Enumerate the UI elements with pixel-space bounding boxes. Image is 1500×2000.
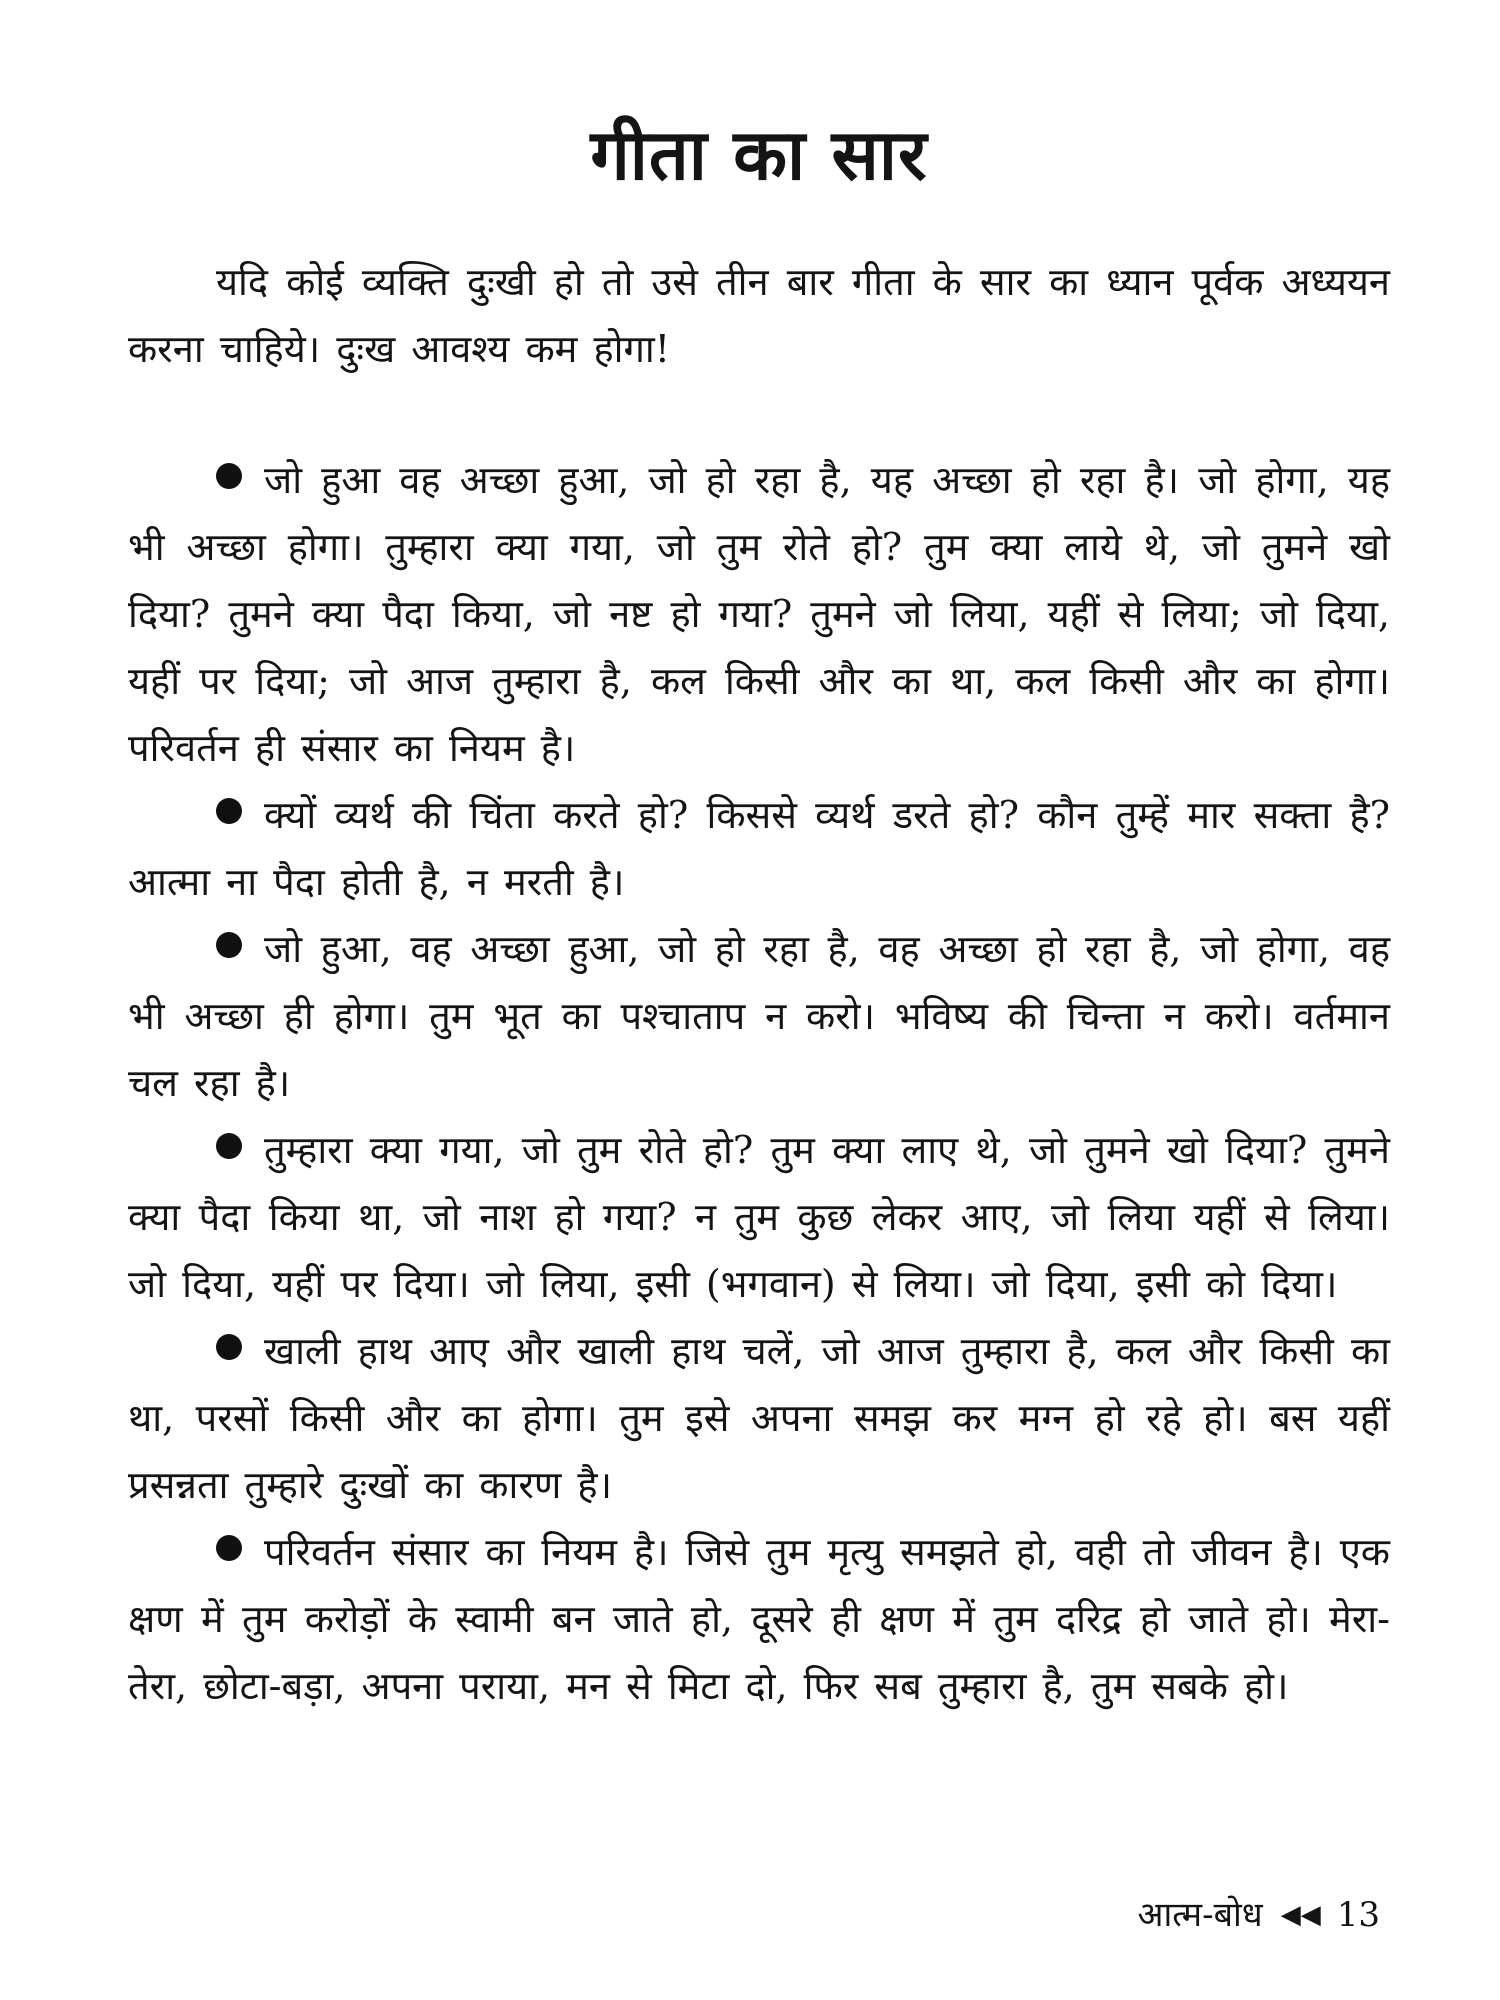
bullet-dot-icon xyxy=(216,932,242,958)
page-title: गीता का सार xyxy=(590,114,928,196)
bullet-text: परिवर्तन संसार का नियम है। जिसे तुम मृत्यु समझते हो, वही तो जीवन है। एक क्षण में तुम करोड़ों के स्वामी बन जाते हो, दूसरे ही क्षण में तुम दरिद्र हो जाते हो। मेरा-तेरा, छोटा-बड़ा, अपना पराया, मन से मिटा दो, फिर सब तुम्हारा है, तुम सबके हो। xyxy=(128,1530,1390,1708)
bullet-paragraph xyxy=(128,1318,1390,1519)
bullet-paragraph xyxy=(128,1519,1390,1720)
bullet-dot-icon xyxy=(216,798,242,824)
page-number: 13 xyxy=(1336,1895,1380,1935)
bullet-dot-icon xyxy=(216,1535,242,1561)
bullet-text: खाली हाथ आए और खाली हाथ चलें, जो आज तुम्हारा है, कल और किसी का था, परसों किसी और का होगा। तुम इसे अपना समझ कर मग्न हो रहे हो। बस यहीं प्रसन्नता तुम्हारे दुःखों का कारण है। xyxy=(128,1329,1390,1507)
bullet-dot-icon xyxy=(216,463,242,489)
double-left-arrow-icon: ◀◀ xyxy=(1280,1900,1321,1930)
bullet-paragraph xyxy=(128,447,1390,782)
intro-paragraph: यदि कोई व्यक्ति दुःखी हो तो उसे तीन बार गीता के सार का ध्यान पूर्वक अध्ययन करना चाहिये। दुःख आवश्य कम होगा! xyxy=(128,260,1390,371)
bullet-paragraph xyxy=(128,782,1390,916)
bullet-text: जो हुआ, वह अच्छा हुआ, जो हो रहा है, वह अच्छा हो रहा है, जो होगा, वह भी अच्छा ही होगा। तुम भूत का पश्चाताप न करो। भविष्य की चिन्ता न करो। वर्तमान चल रहा है। xyxy=(128,927,1390,1105)
bullet-dot-icon xyxy=(216,1133,242,1159)
bullet-text: क्यों व्यर्थ की चिंता करते हो? किससे व्यर्थ डरते हो? कौन तुम्हें मार सक्ता है? आत्मा ना पैदा होती है, न मरती है। xyxy=(128,793,1390,904)
page-footer xyxy=(1137,1890,1380,1940)
bullet-paragraph xyxy=(128,1117,1390,1318)
bullet-text: जो हुआ वह अच्छा हुआ, जो हो रहा है, यह अच्छा हो रहा है। जो होगा, यह भी अच्छा होगा। तुम्हारा क्या गया, जो तुम रोते हो? तुम क्या लाये थे, जो तुमने खो दिया? तुमने क्या पैदा किया, जो नष्ट हो गया? तुमने जो लिया, यहीं से लिया; जो दिया, यहीं पर दिया; जो आज तुम्हारा है, कल किसी और का था, कल किसी और का होगा। परिवर्तन ही संसार का नियम है। xyxy=(128,458,1390,770)
bullet-paragraph xyxy=(128,916,1390,1117)
footer-book-title: आत्म-बोध xyxy=(1137,1895,1263,1935)
bullet-text: तुम्हारा क्या गया, जो तुम रोते हो? तुम क्या लाए थे, जो तुमने खो दिया? तुमने क्या पैदा किया था, जो नाश हो गया? न तुम कुछ लेकर आए, जो लिया यहीं से लिया। जो दिया, यहीं पर दिया। जो लिया, इसी (भगवान) से लिया। जो दिया, इसी को दिया। xyxy=(128,1128,1390,1306)
bullet-dot-icon xyxy=(216,1334,242,1360)
